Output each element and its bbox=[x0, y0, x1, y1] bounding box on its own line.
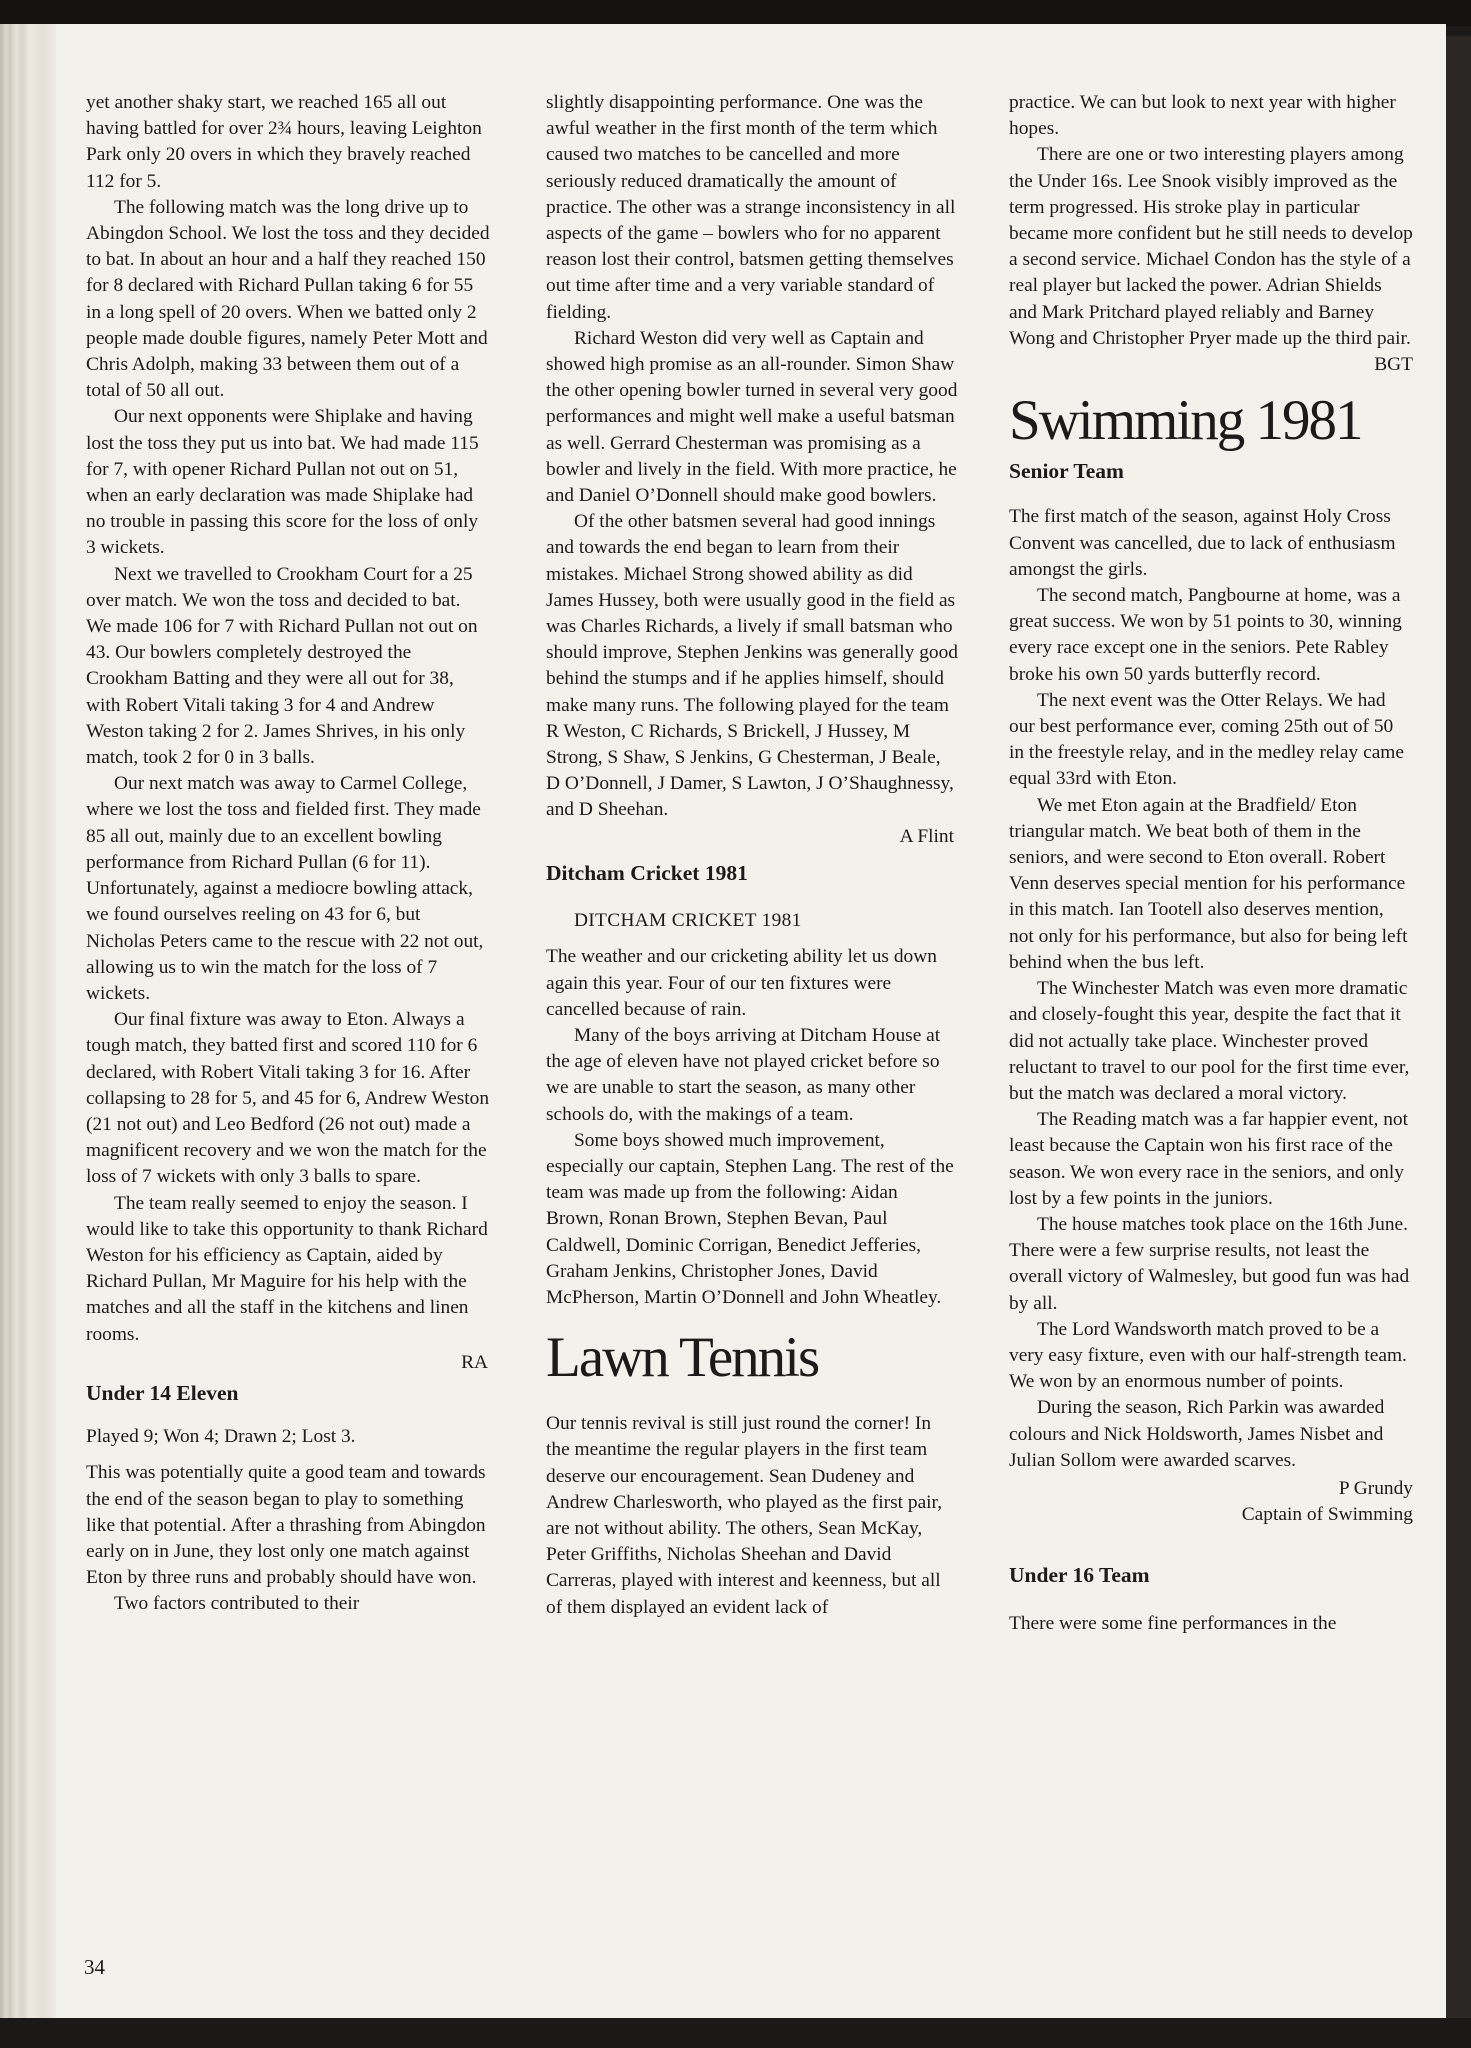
paragraph: Two factors contributed to their bbox=[114, 1593, 360, 1615]
book-page-edges bbox=[0, 24, 60, 2018]
paragraph: Some boys showed much improvement, especially our captain, Stephen Lang. The rest of the team was made up from the following: Aidan Brown, Ronan Brown, Stephen Bevan, Paul Caldwell, Dominic Corrigan, Benedict Jefferies, Graham Jenkins, Christopher Jones, David McPherson, Martin O’Donnell and John Wheatley. bbox=[546, 1129, 954, 1308]
paragraph: The weather and our cricketing ability let us down again this year. Four of our ten fixtures were cancelled because of rain. bbox=[546, 946, 937, 1020]
author-initials: RA bbox=[461, 1351, 488, 1373]
paragraph: The next event was the Otter Relays. We had our best performance ever, coming 25th out of 50 in the freestyle relay, and in the medley relay came equal 33rd with Eton. bbox=[1009, 689, 1404, 790]
paragraph: We met Eton again at the Bradfield/ Eton triangular match. We beat both of them in the seniors, and were second to Eton overall. Robert Venn deserves special mention for his performance in this match. Ian Tootell also deserves mention, not only for his performance, but also for being left behind when the bus left. bbox=[1009, 794, 1408, 973]
paragraph: Our next opponents were Shiplake and having lost the toss they put us into bat. We had made 115 for 7, with opener Richard Pullan not out on 51, when an early declaration was made Shiplake had no trouble in passing this score for the loss of only 3 wickets. bbox=[86, 406, 479, 559]
author-role: Captain of Swimming bbox=[1241, 1504, 1413, 1526]
section-subheading: DITCHAM CRICKET 1981 bbox=[574, 910, 802, 932]
paragraph: Richard Weston did very well as Captain and showed high promise as an all-rounder. Simon Shaw the other opening bowler turned in several very good performances and might well make a useful batsman as well. Gerrard Chesterman was promising as a bowler and lively in the field. With more practice, he and Daniel O’Donnell should make good bowlers. bbox=[546, 327, 958, 507]
article-title: Swimming 1981 bbox=[1009, 389, 1362, 453]
author-name: P Grundy bbox=[1338, 1477, 1413, 1499]
paragraph: yet another shaky start, we reached 165 all out having battled for over 2¾ hours, leaving Leighton Park only 20 overs in which they bravely reached 112 for 5. bbox=[86, 92, 482, 192]
match-record: Played 9; Won 4; Drawn 2; Lost 3. bbox=[86, 1426, 356, 1448]
paragraph: Many of the boys arriving at Ditcham House at the age of eleven have not played cricket before so we are unable to start the season, as many other schools do, with the makings of a team. bbox=[546, 1024, 941, 1125]
paragraph: The second match, Pangbourne at home, was a great success. We won by 51 points to 30, winning every race except one in the seniors. Pete Rabley broke his own 50 yards butterfly record. bbox=[1009, 585, 1402, 685]
paragraph: The Lord Wandsworth match proved to be a very easy fixture, even with our half-strength team. We won by an enormous number of points. bbox=[1009, 1318, 1407, 1393]
paragraph: There were some fine performances in the bbox=[1009, 1612, 1337, 1634]
page-number: 34 bbox=[84, 1955, 105, 1979]
paragraph: During the season, Rich Parkin was awarded colours and Nick Holdsworth, James Nisbet and Julian Sollom were awarded scarves. bbox=[1009, 1397, 1385, 1471]
bottom-dark-border bbox=[0, 2018, 1471, 2048]
paragraph: slightly disappointing performance. One was the awful weather in the first month of the term which caused two matches to be cancelled and more seriously reduced dramatically the amount of practice. The other was a strange inconsistency in all aspects of the game – bowlers who for no apparent reason lost their control, batsmen getting themselves out time after time and a very variable standard of fielding. bbox=[546, 92, 956, 323]
section-heading: Under 16 Team bbox=[1009, 1563, 1150, 1588]
paragraph: The Winchester Match was even more dramatic and closely-fought this year, despite the fact that it did not actually take place. Winchester proved reluctant to travel to our pool for the first time ever, but the match was declared a moral victory. bbox=[1009, 978, 1410, 1104]
paragraph: The first match of the season, against Holy Cross Convent was cancelled, due to lack of enthusiasm amongst the girls. bbox=[1009, 506, 1396, 580]
section-heading: Under 14 Eleven bbox=[86, 1380, 239, 1405]
article-title: Lawn Tennis bbox=[546, 1326, 819, 1390]
paragraph: Of the other batsmen several had good innings and towards the end began to learn from their mistakes. Michael Strong showed ability as did James Hussey, both were usually good in the field as was Charles Richards, a lively if small batsman who should improve, Stephen Jenkins was generally good behind the stumps and if he applies himself, should make many runs. The following played for the team R Weston, C Richards, S Brickell, J Hussey, M Strong, S Shaw, S Jenkins, G Chesterman, J Beale, D O’Donnell, J Damer, S Lawton, J O’Shaughnessy, and D Sheehan. bbox=[546, 511, 958, 821]
paragraph: There are one or two interesting players among the Under 16s. Lee Snook visibly improved as the term progressed. His stroke play in particular became more confident but he still needs to develop a second service. Michael Condon has the style of a real player but lacked the power. Adrian Shields and Mark Pritchard played reliably and Barney Wong and Christopher Pryer made up the third pair. bbox=[1009, 144, 1413, 349]
paragraph: The Reading match was a far happier event, not least because the Captain won his first race of the season. We won every race in the seniors, and only lost by a few points in the juniors. bbox=[1009, 1109, 1408, 1209]
column-2 bbox=[546, 24, 958, 1621]
paragraph: The following match was the long drive up to Abingdon School. We lost the toss and they decided to bat. In about an hour and a half they reached 150 for 8 declared with Richard Pullan taking 6 for 55 in a long spell of 20 overs. When we batted only 2 people made double figures, namely Peter Mott and Chris Adolph, making 33 between them out of a total of 50 all out. bbox=[86, 196, 490, 402]
paragraph: Our tennis revival is still just round the corner! In the meantime the regular players in the first team deserve our encouragement. Sean Dudeney and Andrew Charlesworth, who played as the first pair, are not without ability. The others, Sean McKay, Peter Griffiths, Nicholas Sheehan and David Carreras, played with interest and keenness, but all of them displayed an evident lack of bbox=[546, 1413, 943, 1618]
paragraph: practice. We can but look to next year with higher hopes. bbox=[1009, 92, 1396, 140]
paragraph: Our next match was away to Carmel College, where we lost the toss and fielded first. They made 85 all out, mainly due to an excellent bowling performance from Richard Pullan (6 for 11). Unfortunately, against a mediocre bowling attack, we found ourselves reeling on 43 for 6, but Nicholas Peters came to the rescue with 22 not out, allowing us to win the match for the loss of 7 wickets. bbox=[86, 773, 484, 1004]
author-name: A Flint bbox=[899, 825, 954, 847]
book-page bbox=[56, 24, 1446, 2020]
paragraph: Our final fixture was away to Eton. Always a tough match, they batted first and scored 110 for 6 declared, with Robert Vitali taking 3 for 16. After collapsing to 28 for 5, and 45 for 6, Andrew Weston (21 not out) and Leo Bedford (26 not out) made a magnificent recovery and we won the match for the loss of 7 wickets with only 3 balls to spare. bbox=[86, 1009, 490, 1188]
paragraph: The house matches took place on the 16th June. There were a few surprise results, not least the overall victory of Walmesley, but good fun was had by all. bbox=[1009, 1213, 1410, 1314]
section-heading: Senior Team bbox=[1009, 459, 1124, 484]
section-heading: Ditcham Cricket 1981 bbox=[546, 860, 748, 885]
paragraph: The team really seemed to enjoy the season. I would like to take this opportunity to thank Richard Weston for his efficiency as Captain, aided by Richard Pullan, Mr Maguire for his help with the matches and all the staff in the kitchens and linen rooms. bbox=[86, 1192, 488, 1345]
paragraph: Next we travelled to Crookham Court for a 25 over match. We won the toss and decided to bat. We made 106 for 7 with Richard Pullan not out on 43. Our bowlers completely destroyed the Crookham Batting and they were all out for 38, with Robert Vitali taking 3 for 4 and Andrew Weston taking 2 for 2. James Shrives, in his only match, took 2 for 0 in 3 balls. bbox=[86, 563, 478, 769]
author-initials: BGT bbox=[1374, 354, 1413, 376]
column-3 bbox=[1009, 24, 1413, 1637]
paragraph: This was potentially quite a good team and towards the end of the season began to play to something like that potential. After a thrashing from Abingdon early on in June, they lost only one match against Eton by three runs and probably should have won. bbox=[86, 1462, 486, 1589]
top-dark-border bbox=[0, 0, 1471, 26]
column-1 bbox=[86, 24, 490, 1618]
